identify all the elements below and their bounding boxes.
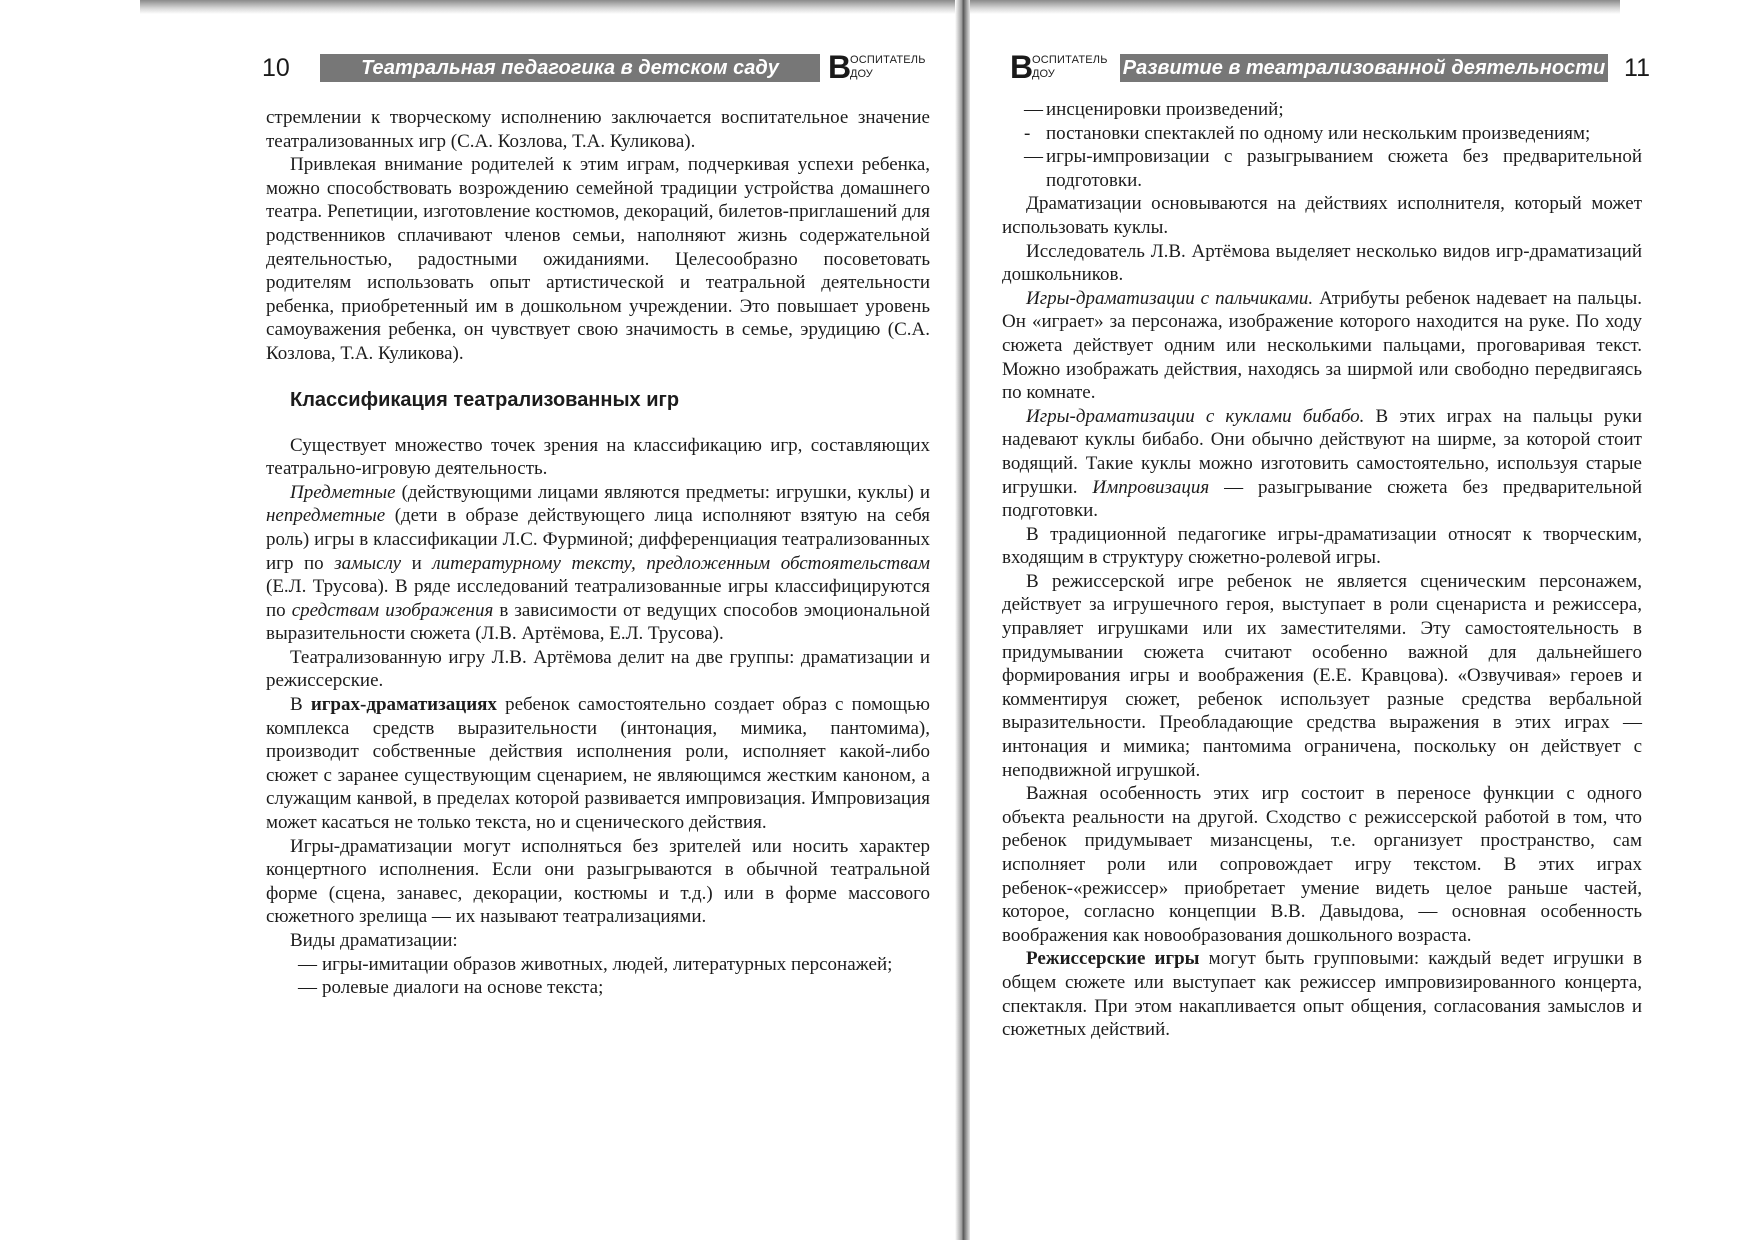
- paragraph: Виды драматизации:: [290, 930, 458, 951]
- paragraph: [266, 693, 930, 835]
- dash-marker: -: [1024, 122, 1031, 144]
- right-page-body: [1002, 98, 1642, 1042]
- paragraph: Игры-драматизации могут исполняться без зрителей или носить характер концертного исполнения. Если они разыгрываются в обычной театральной форме (сцена, занавес, декорации, костюмы и т.д.) или в форме массового сюжетного зрелища — их называют театрализациями.: [266, 835, 930, 928]
- list-item: [1002, 145, 1642, 192]
- paragraph: [1002, 405, 1642, 523]
- paragraph: Исследователь Л.В. Артёмова выделяет несколько видов игр-драматизаций дошкольников.: [1002, 240, 1642, 286]
- text-run: могут быть групповыми: каждый ведет игрушки в общем сюжете или выступает как режиссер импровизированного концерта, спектакля. При этом накапливается опыт общения, согласования замыслов и сюжетных действий.: [1002, 948, 1642, 1041]
- bold-term: Режиссерские игры: [1026, 948, 1200, 970]
- text-run: (Е.Л. Трусова). В ряде исследований театрализованные игры классифицируются по: [266, 576, 930, 621]
- text-run: (действующими лицами являются предметы: игрушки, куклы) и: [395, 481, 930, 503]
- text-run: (дети в образе действующего лица исполняют взятую на себя роль) игры в классификации Л.С. Фурминой; дифференциация театрализованных игр по: [266, 505, 930, 574]
- dash-marker: —: [298, 977, 317, 999]
- logo-line-1: ОСПИТАТЕЛЬ: [850, 54, 926, 66]
- paragraph: В традиционной педагогике игры-драматизации относят к творческим, входящим в структуру сюжетно-ролевой игры.: [1002, 523, 1642, 569]
- text-run: Атрибуты ребенок надевает на пальцы. Он «играет» за персонажа, изображение которого находится на руке. По ходу сюжета действует одним или несколькими пальцами, проговаривая текст. Можно изображать действия, находясь за ширмой или свободно передвигаясь по комнате.: [1002, 287, 1642, 404]
- logo-line-2: ДОУ: [850, 68, 873, 80]
- list-item: [1002, 98, 1642, 122]
- logo-letter: В: [1010, 49, 1034, 85]
- publisher-logo: [828, 49, 930, 85]
- list-item-text: инсценировки произведений;: [1046, 99, 1284, 120]
- italic-term: средствам изображения: [291, 599, 494, 621]
- paragraph: [266, 481, 930, 646]
- dash-marker: —: [1024, 99, 1043, 120]
- book-gutter: [955, 0, 970, 1240]
- list-item-text: игры-импровизации с разыгрыванием сюжета без предварительной подготовки.: [1046, 146, 1642, 191]
- page-number: 11: [1624, 54, 1650, 82]
- text-run: — разыгрывание сюжета без предварительной подготовки.: [1002, 476, 1642, 522]
- italic-term: Игры-драматизации с пальчиками.: [1026, 287, 1314, 309]
- italic-term: Предметные: [290, 481, 396, 503]
- italic-term: Игры-драматизации с куклами бибабо.: [1026, 405, 1365, 427]
- bold-term: играх-драматизациях: [310, 694, 497, 716]
- running-title: Развитие в театрализованной деятельности: [1120, 54, 1608, 82]
- paragraph: Привлекая внимание родителей к этим играм, подчеркивая успехи ребенка, можно способствовать возрождению семейной традиции устройства домашнего театра. Репетиции, изготовление костюмов, декораций, билетов-приглашений для родственников сплачивают членов семьи, наполняют жизнь содержательной деятельностью, радостными ожиданиями. Целесообразно посоветовать родителям использовать опыт артистической и театральной деятельности ребенка, приобретенный им в дошкольном учреждении. Это повышает уровень самоуважения ребенка, он чувствует свою значимость в семье, эрудицию (С.А. Козлова, Т.А. Куликова).: [266, 154, 930, 364]
- list-item-text: игры-имитации образов животных, людей, литературных персонажей;: [322, 953, 893, 975]
- running-title: Театральная педагогика в детском саду: [320, 54, 820, 82]
- paragraph: Театрализованную игру Л.В. Артёмова делит на две группы: драматизации и режиссерские.: [266, 646, 930, 692]
- list-item-text: ролевые диалоги на основе текста;: [322, 977, 604, 999]
- logo-line-2: ДОУ: [1032, 68, 1055, 80]
- list-item-text: постановки спектаклей по одному или нескольким произведениям;: [1046, 122, 1591, 144]
- left-page-header: [262, 49, 932, 86]
- list-item: [266, 953, 930, 977]
- logo-line-1: ОСПИТАТЕЛЬ: [1032, 54, 1108, 66]
- paragraph: В режиссерской игре ребенок не является сценическим персонажем, действует за игрушечного героя, выступает в роли сценариста и режиссера, управляет игрушками или их заместителями. Эту самостоятельность в придумывании сюжета считают особенно важной для дальнейшего формирования игры и воображения (Е.Е. Кравцова). «Озвучивая» героев и комментируя сюжет, ребенок использует разные средства вербальной выразительности. Преобладающие средства выражения в этих играх — интонация и мимика; пантомима ограничена, поскольку он действует с неподвижной игрушкой.: [1002, 570, 1642, 781]
- text-run: В этих играх на пальцы руки надевают куклы бибабо. Они обычно действуют на ширме, за которой стоит водящий. Такие куклы можно изготовить самостоятельно, используя старые игрушки.: [1002, 405, 1642, 498]
- list-item: [266, 976, 930, 1000]
- paragraph: Существует множество точек зрения на классификацию игр, составляющих театрально-игровую деятельность.: [266, 434, 930, 480]
- text-run: и: [401, 552, 433, 574]
- right-page: [970, 0, 1753, 1240]
- left-page-body: [266, 106, 930, 1000]
- paragraph: стремлении к творческому исполнению заключается воспитательное значение театрализованных игр (С.А. Козлова, Т.А. Куликова).: [266, 107, 930, 152]
- text-run: в зависимости от ведущих способов эмоциональной выразительности сюжета (Л.В. Артёмова, Е.Л. Трусова).: [266, 599, 930, 645]
- text-run: В: [290, 694, 311, 716]
- section-heading: Классификация театрализованных игр: [290, 388, 680, 411]
- italic-term: Импровизация: [1092, 476, 1210, 498]
- italic-term: литературному тексту, предложенным обстоятельствам: [432, 552, 930, 574]
- paragraph: [1002, 287, 1642, 405]
- paragraph: [1002, 947, 1642, 1041]
- paragraph: Важная особенность этих игр состоит в переносе функции с одного объекта реальности на другой. Сходство с режиссерской работой в том, что ребенок придумывает мизансцены, т.е. организует пространство, сам исполняет роли или сопровождает игру текстом. В этих играх ребенок-«режиссер» приобретает умение видеть целое раньше частей, которое, согласно концепции В.В. Давыдова, — основная особенность воображения как новообразования дошкольного возраста.: [1002, 783, 1642, 946]
- text-run: ребенок самостоятельно создает образ с помощью комплекса средств выразительности (интонация, мимика, пантомима), производит собственные действия исполнения роли, исполняет какой-либо сюжет с заранее существующим сценарием, не являющимся жестким каноном, а служащим канвой, в пределах которой развивается импровизация. Импровизация может касаться не только текста, но и сценического действия.: [266, 694, 930, 834]
- logo-letter: В: [828, 49, 852, 85]
- page-number: 10: [262, 54, 290, 82]
- dash-marker: —: [298, 953, 317, 975]
- italic-term: замыслу: [334, 552, 402, 574]
- paragraph: Драматизации основываются на действиях исполнителя, который может использовать куклы.: [1002, 193, 1642, 238]
- publisher-logo: [1010, 49, 1112, 85]
- dash-marker: —: [1024, 146, 1043, 168]
- italic-term: непредметные: [266, 505, 386, 527]
- right-page-header: [990, 49, 1650, 86]
- list-item: [1002, 122, 1642, 146]
